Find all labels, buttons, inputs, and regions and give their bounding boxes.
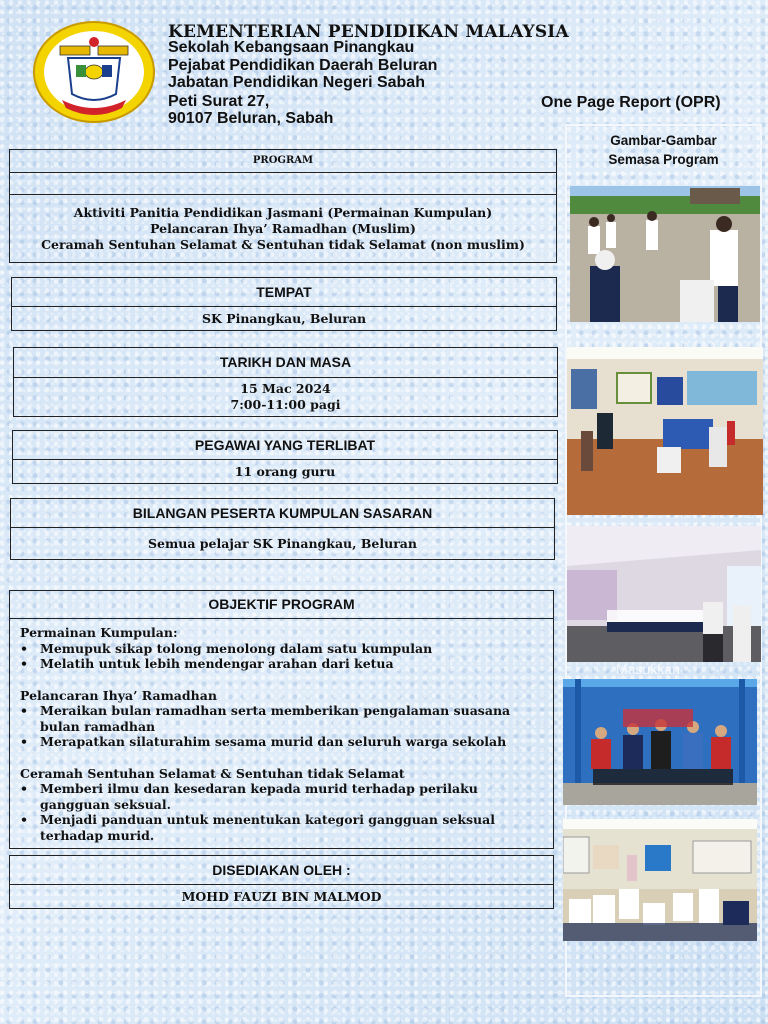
program-blank-row bbox=[10, 172, 556, 194]
objectives-box bbox=[9, 590, 554, 849]
objective-group bbox=[20, 766, 543, 844]
objective-group bbox=[20, 688, 543, 750]
date-value: 15 Mac 2024 bbox=[240, 381, 331, 396]
objective-group-title: Permainan Kumpulan: bbox=[20, 625, 178, 640]
participants-box bbox=[10, 498, 555, 560]
program-line: Ceramah Sentuhan Selamat & Sentuhan tidak Selamat (non muslim) bbox=[41, 236, 525, 252]
objective-item: • Melatih untuk lebih mendengar arahan dari ketua bbox=[20, 656, 543, 672]
prepared-by-box bbox=[9, 855, 554, 909]
objective-group-title: Ceramah Sentuhan Selamat & Sentuhan tidak Selamat bbox=[20, 765, 405, 781]
datetime-values bbox=[14, 377, 557, 416]
datetime-box bbox=[13, 347, 558, 417]
datetime-label: TARIKH DAN MASA bbox=[219, 354, 352, 370]
district-office: Pejabat Pendidikan Daerah Beluran bbox=[168, 57, 438, 74]
objective-item: • Memberi ilmu dan kesedaran kepada murid terhadap perilaku gangguan seksual. bbox=[20, 781, 543, 812]
program-box bbox=[9, 149, 557, 263]
prepared-by-label: DISEDIAKAN OLEH : bbox=[212, 862, 351, 878]
classroom-meeting-photo bbox=[567, 347, 763, 515]
gallery-title-line: Gambar-Gambar bbox=[610, 133, 717, 148]
classroom-talk-photo bbox=[563, 819, 757, 941]
postcode-city: 90107 Beluran, Sabah bbox=[168, 110, 334, 127]
officers-box bbox=[12, 430, 558, 484]
school-name: Sekolah Kebangsaan Pinangkau bbox=[168, 39, 415, 56]
report-type-title: One Page Report (OPR) bbox=[541, 94, 721, 111]
program-detail-row bbox=[10, 194, 556, 262]
objective-item: • Menjadi panduan untuk menentukan kategori gangguan seksual terhadap murid. bbox=[20, 812, 543, 843]
po-box: Peti Surat 27, bbox=[168, 93, 270, 110]
participants-label: BILANGAN PESERTA KUMPULAN SASARAN bbox=[132, 505, 433, 521]
time-value: 7:00-11:00 pagi bbox=[230, 397, 341, 412]
officers-label: PEGAWAI YANG TERLIBAT bbox=[194, 437, 376, 453]
venue-value: SK Pinangkau, Beluran bbox=[12, 306, 556, 330]
program-line: Pelancaran Ihya’ Ramadhan (Muslim) bbox=[150, 220, 416, 236]
school-logo bbox=[32, 20, 156, 124]
objectives-label: OBJEKTIF PROGRAM bbox=[208, 596, 355, 612]
group-photo bbox=[563, 679, 757, 805]
venue-label: TEMPAT bbox=[256, 284, 312, 300]
objective-group bbox=[20, 625, 543, 672]
objective-item: • Meraikan bulan ramadhan serta memberikan pengalaman suasana bulan ramadhan bbox=[20, 703, 543, 734]
outdoor-game-photo bbox=[570, 186, 760, 322]
objective-item: • Memupuk sikap tolong menolong dalam satu kumpulan bbox=[20, 641, 543, 657]
officers-value: 11 orang guru bbox=[13, 459, 557, 483]
prepared-by-name: MOHD FAUZI BIN MALMOD bbox=[10, 884, 553, 908]
objectives-content bbox=[10, 618, 553, 848]
participants-value: Semua pelajar SK Pinangkau, Beluran bbox=[11, 527, 554, 559]
hall-assembly-photo bbox=[567, 526, 761, 662]
ministry-name: KEMENTERIAN PENDIDIKAN MALAYSIA bbox=[168, 22, 569, 42]
venue-box bbox=[11, 277, 557, 331]
program-label: PROGRAM bbox=[252, 155, 314, 166]
objective-item: • Merapatkan silaturahim sesama murid dan seluruh warga sekolah bbox=[20, 734, 543, 750]
watermark-text: Masukkan bbox=[616, 661, 680, 677]
objective-group-title: Pelancaran Ihya’ Ramadhan bbox=[20, 687, 217, 703]
gallery-title-line: Semasa Program bbox=[608, 152, 719, 167]
program-line: Aktiviti Panitia Pendidikan Jasmani (Permainan Kumpulan) bbox=[73, 204, 493, 220]
state-department: Jabatan Pendidikan Negeri Sabah bbox=[168, 74, 425, 91]
gallery-title bbox=[565, 131, 762, 169]
